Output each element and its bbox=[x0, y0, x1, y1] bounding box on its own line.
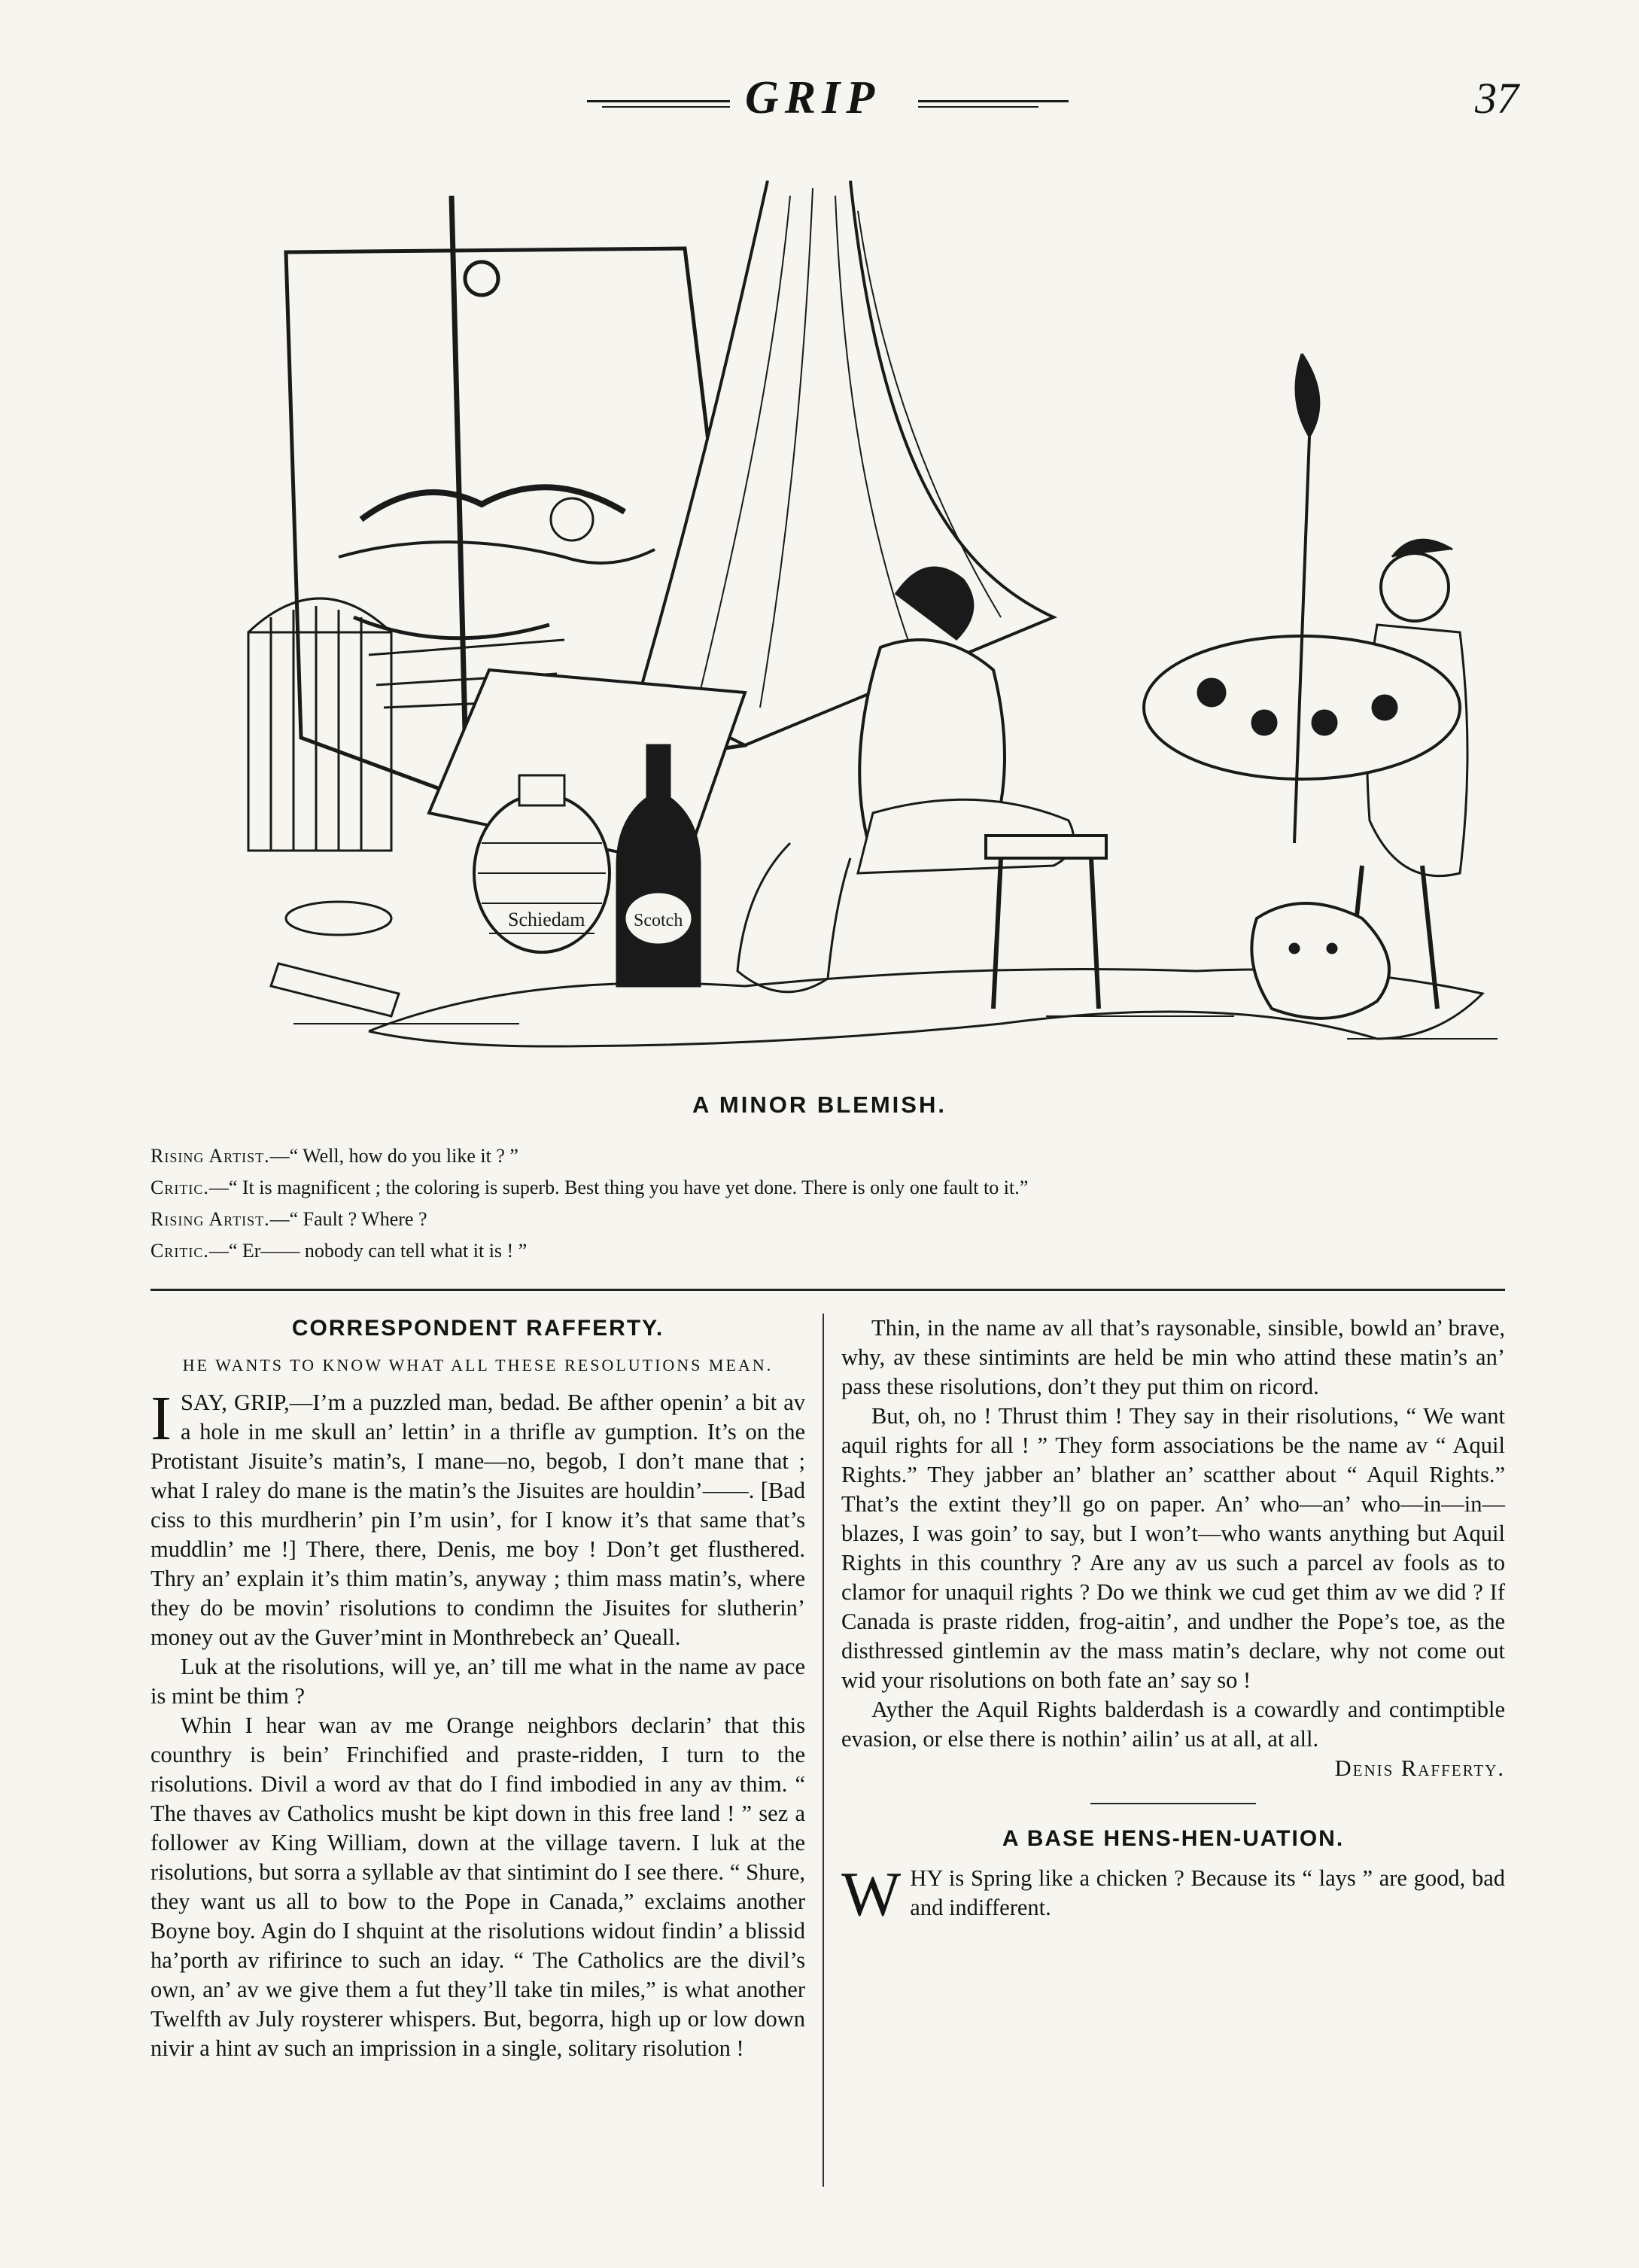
dialogue-speaker: Rising Artist. bbox=[151, 1145, 270, 1167]
cartoon-dialogue bbox=[151, 1140, 1505, 1267]
page-number: 37 bbox=[1475, 74, 1519, 123]
dialogue-text: —“ Er—— nobody can tell what it is ! ” bbox=[208, 1240, 528, 1262]
article-paragraph: Ayther the Aquil Rights balderdash is a cowardly and contimptible evasion, or else there is nothin’ ailin’ us at all, at all. bbox=[841, 1697, 1505, 1752]
bottle-label: Scotch bbox=[634, 911, 683, 930]
cartoon-illustration bbox=[218, 166, 1543, 1061]
article-paragraph: Luk at the risolutions, will ye, an’ till me what in the name av pace is mint be thim ? bbox=[151, 1654, 805, 1709]
masthead bbox=[0, 72, 1639, 139]
dialogue-text: —“ It is magnificent ; the coloring is superb. Best thing you have yet done. There is only one fault to it.” bbox=[208, 1177, 1029, 1198]
article-paragraph: Thin, in the name av all that’s raysonable, sinsible, bowld an’ brave, why, av these sintimints are held be min who attind these matin’s an’ pass these risolutions, don’t they put thim on ricord. bbox=[841, 1315, 1505, 1399]
jug-label: Schiedam bbox=[508, 909, 585, 930]
dialogue-text: —“ Fault ? Where ? bbox=[269, 1208, 427, 1230]
article-headline: CORRESPONDENT RAFFERTY. bbox=[291, 1316, 664, 1341]
dialogue-speaker: Critic. bbox=[151, 1177, 209, 1198]
drop-cap: I bbox=[151, 1384, 172, 1454]
article-paragraph: WHY is Spring like a chicken ? Because its “ lays ” are good, bad and indifferent. bbox=[841, 1859, 1505, 1929]
masthead-rule-right-2 bbox=[918, 106, 1038, 108]
masthead-rule-left bbox=[587, 100, 730, 102]
masthead-rule-left-2 bbox=[602, 106, 730, 108]
article-correspondent-rafferty bbox=[151, 1314, 805, 2063]
dialogue-line bbox=[151, 1235, 1505, 1267]
section-divider bbox=[151, 1289, 1505, 1291]
plate bbox=[286, 902, 391, 935]
cartoon-title: A MINOR BLEMISH. bbox=[692, 1091, 947, 1118]
dialogue-line bbox=[151, 1140, 1505, 1172]
article-subhead: HE WANTS TO KNOW WHAT ALL THESE RESOLUTIONS MEAN. bbox=[182, 1356, 774, 1374]
dialogue-text: —“ Well, how do you like it ? ” bbox=[269, 1145, 518, 1167]
article-right-column bbox=[841, 1314, 1505, 1929]
article-paragraph: But, oh, no ! Thrust thim ! They say in their risolutions, “ We want aquil rights for all ! ” They form associations be the name av “ Aquil Rights.” They jabber an’ blather an’ scatther about “ Aquil Rights.” That’s the extint they’ll go on paper. An’ who—an’ who—in—in—blazes, I was goin’ to say, but I won’t—who wants anything but Aquil Rights in this counthry ? Are any av us such a parcel av fools as to clamor for unaquil rights ? Do we think we cud get thim av we did ? If Canada is praste ridden, frog-aitin’, and undher the Pope’s toe, as the disthressed gintlemin av the mass matin’s declare, why not come out wid your risolutions on both fate an’ say so ! bbox=[841, 1403, 1505, 1693]
article-paragraph: Whin I hear wan av me Orange neighbors declarin’ that this counthry is bein’ Frinchified and praste-ridden, I turn to the risolutions. Divil a word av that do I find imbodied in any av thim. “ The thaves av Catholics musht be kipt down in this free land ! ” sez a follower av King William, down at the village tavern. I luk at the risolutions, but sorra a syllable av that sintimint do I see there. “ Shure, they want us all to bow to the Pope in Canada,” exclaims another Boyne boy. Agin do I shquint at the risolutions widout findin’ a blissid ha’porth av rifirince to such an iday. “ The Catholics are the divil’s own, an’ av we give them a fut they’ll take tin miles,” is what another Twelfth av July roysterer whispers. But, begorra, high up or low down nivir a hint av such an imprission in a single, solitary risolution ! bbox=[151, 1712, 805, 2061]
article-headline: A BASE HENS-HEN-UATION. bbox=[1002, 1826, 1345, 1851]
dialogue-line bbox=[151, 1204, 1505, 1235]
dialogue-speaker: Rising Artist. bbox=[151, 1208, 270, 1230]
masthead-title: GRIP bbox=[745, 72, 881, 123]
article-paragraph: I SAY, GRIP,—I’m a puzzled man, bedad. Be afther openin’ a bit av a hole in me skull an’ lettin’ in a thrifle av gumption. It’s on the Protistant Jisuite’s matin’s, I mane—no, begob, I don’t mane that ; what I raley do mane is the matin’s the Jisuites are houldin’——. [Bad ciss to this murdherin’ pin I’m usin’, for I know it’s that same that’s muddlin’ me !] There, there, Denis, me boy ! Don’t get flusthered. Thry an’ explain it’s thim matin’s, anyway ; thim mass matin’s, where they do be movin’ risolutions to condimn the Jisuites for slutherin’ money out av the Guver’mint in Monthrebeck an’ Queall. bbox=[151, 1384, 805, 1650]
dialogue-speaker: Critic. bbox=[151, 1240, 209, 1262]
dialogue-line bbox=[151, 1172, 1505, 1204]
curtain bbox=[640, 181, 1054, 745]
masthead-rule-right bbox=[918, 100, 1069, 102]
drop-cap: W bbox=[841, 1859, 902, 1929]
column-divider bbox=[823, 1314, 824, 2187]
paint-tube bbox=[271, 964, 399, 1016]
article-signature: Denis Rafferty. bbox=[1334, 1755, 1505, 1781]
short-divider bbox=[1090, 1803, 1256, 1804]
